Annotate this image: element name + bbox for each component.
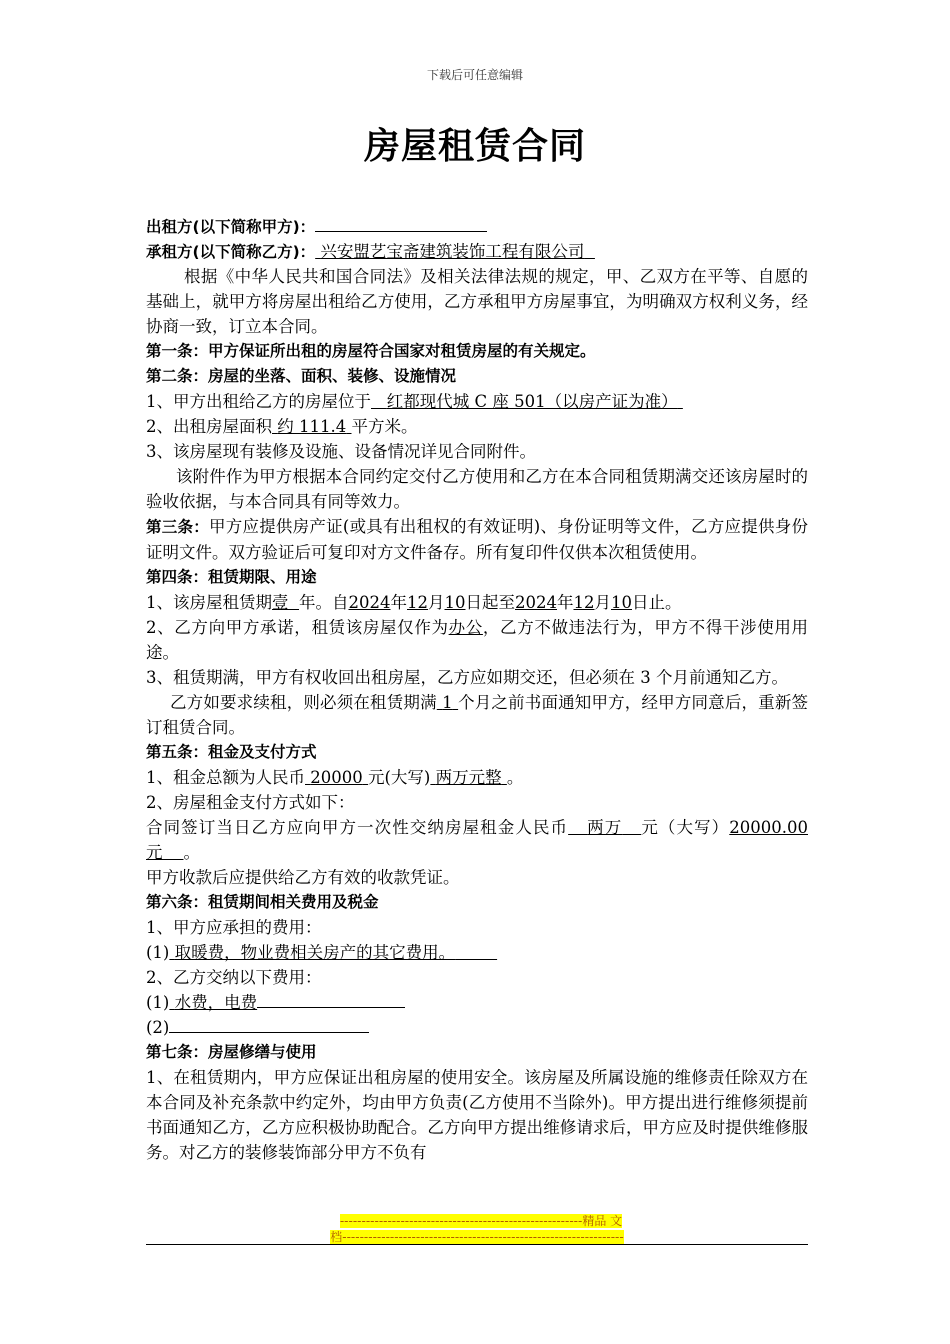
party-a-blank — [315, 215, 487, 232]
article-2-title: 第二条：房屋的坐落、面积、装修、设施情况 — [146, 367, 457, 385]
end-month: 12 — [573, 593, 595, 612]
start-day: 10 — [444, 593, 466, 612]
footer-watermark-line-1: --------------------------------------------------------精品 文 — [339, 1214, 623, 1228]
party-a-line — [146, 214, 808, 239]
article-4-item-1: 1、该房屋租赁期壹 年。自2024年12月10日起至2024年12月10日止。 — [146, 593, 682, 612]
party-b-line — [146, 239, 808, 264]
footer-divider — [146, 1244, 808, 1245]
article-5-payment: 合同签订当日乙方应向甲方一次性交纳房屋租金人民币 两万 元（大写）20000.00 元 。 — [146, 818, 808, 862]
contract-body — [146, 214, 808, 1165]
renewal-notice-months: 1 — [442, 693, 453, 712]
footer-watermark-line-2: 档----------------------------------------------------------------- — [330, 1230, 624, 1244]
article-7-item-1: 1、在租赁期内，甲方应保证出租房屋的使用安全。该房屋及所属设施的维修责任除双方在本合同及补充条款中约定外，均由甲方负责(乙方使用不当除外)。甲方提出进行维修须提前书面通知乙方，乙方应积极协助配合。乙方向甲方提出维修请求后，甲方应及时提供维修服务。对乙方的装修装饰部分甲方不负有 — [146, 1068, 808, 1162]
property-location: 红都现代城 C 座 501（以房产证为准） — [386, 392, 678, 411]
article-6-item-2: 2、乙方交纳以下费用： — [146, 968, 322, 987]
article-5-item-1: 1、租金总额为人民币 20000 元(大写) 两万元整 。 — [146, 768, 524, 787]
tenant-fees: 水费，电费 — [174, 993, 258, 1012]
article-1: 第一条：甲方保证所出租的房屋符合国家对租赁房屋的有关规定。 — [146, 342, 596, 360]
start-month: 12 — [407, 593, 428, 612]
article-2-item-1: 1、甲方出租给乙方的房屋位于 红都现代城 C 座 501（以房产证为准） — [146, 389, 808, 414]
lease-term: 壹 — [272, 593, 289, 612]
party-b-name: 兴安盟艺宝斋建筑装饰工程有限公司 — [320, 242, 585, 261]
article-2-item-3: 3、该房屋现有装修及设施、设备情况详见合同附件。 — [146, 442, 536, 461]
document-title: 房屋租赁合同 — [363, 126, 586, 167]
article-5-receipt: 甲方收款后应提供给乙方有效的收款凭证。 — [146, 868, 460, 887]
article-3-title: 第三条： — [146, 518, 209, 536]
article-4-item-3: 3、租赁期满，甲方有权收回出租房屋，乙方应如期交还，但必须在 3 个月前通知乙方。 — [146, 668, 788, 687]
article-4-renewal: 乙方如要求续租，则必须在租赁期满 1 个月之前书面通知甲方，经甲方同意后，重新签订租赁合同。 — [146, 693, 809, 737]
article-6-item-1-1: (1) 取暖费，物业费相关房产的其它费用。 — [146, 940, 808, 965]
tenant-fees-blank-2 — [169, 1016, 369, 1033]
end-year: 2024 — [515, 593, 557, 612]
payment-amount-words: 两万 — [587, 818, 623, 837]
intro-paragraph: 根据《中华人民共和国合同法》及相关法律法规的规定，甲、乙双方在平等、自愿的基础上，就甲方将房屋出租给乙方使用，乙方承租甲方房屋事宜，为明确双方权利义务，经协商一致，订立本合同。 — [146, 267, 808, 336]
party-a-label: 出租方(以下简称甲方)： — [146, 218, 316, 236]
article-5-title: 第五条：租金及支付方式 — [146, 743, 317, 761]
tenant-fees-blank — [257, 991, 405, 1008]
article-2-note: 该附件作为甲方根据本合同约定交付乙方使用和乙方在本合同租赁期满交还该房屋时的验收依据，与本合同具有同等效力。 — [146, 467, 808, 511]
property-area: 约 111.4 — [277, 417, 347, 436]
rent-amount: 20000 — [310, 768, 363, 787]
party-b-label: 承租方(以下简称乙方)： — [146, 243, 316, 261]
article-4-item-2: 2、乙方向甲方承诺，租赁该房屋仅作为办公，乙方不做违法行为，甲方不得干涉使用用途。 — [146, 618, 809, 662]
landlord-fees: 取暖费，物业费相关房产的其它费用。 — [174, 943, 456, 962]
article-6-title: 第六条：租赁期间相关费用及税金 — [146, 893, 379, 911]
article-6-item-1: 1、甲方应承担的费用： — [146, 918, 322, 937]
rent-amount-words: 两万元整 — [435, 768, 502, 787]
start-year: 2024 — [348, 593, 391, 612]
article-7-title: 第七条：房屋修缮与使用 — [146, 1043, 317, 1061]
payment-amount-number: 20000.00 元 — [146, 818, 808, 862]
end-day: 10 — [611, 593, 632, 612]
article-6-item-2-2: (2) — [146, 1015, 808, 1040]
article-5-item-2: 2、房屋租金支付方式如下： — [146, 793, 355, 812]
header-note: 下载后可任意编辑 — [426, 68, 523, 82]
article-2-item-2: 2、出租房屋面积 约 111.4 平方米。 — [146, 417, 418, 436]
article-4-title: 第四条：租赁期限、用途 — [146, 568, 317, 586]
article-6-item-2-1: (1) 水费，电费 — [146, 990, 808, 1015]
article-3: 第三条：甲方应提供房产证(或具有出租权的有效证明)、身份证明等文件，乙方应提供身份证明文件。双方验证后可复印对方文件备存。所有复印件仅供本次租赁使用。 — [146, 517, 808, 562]
lease-purpose: 办公 — [448, 618, 483, 637]
